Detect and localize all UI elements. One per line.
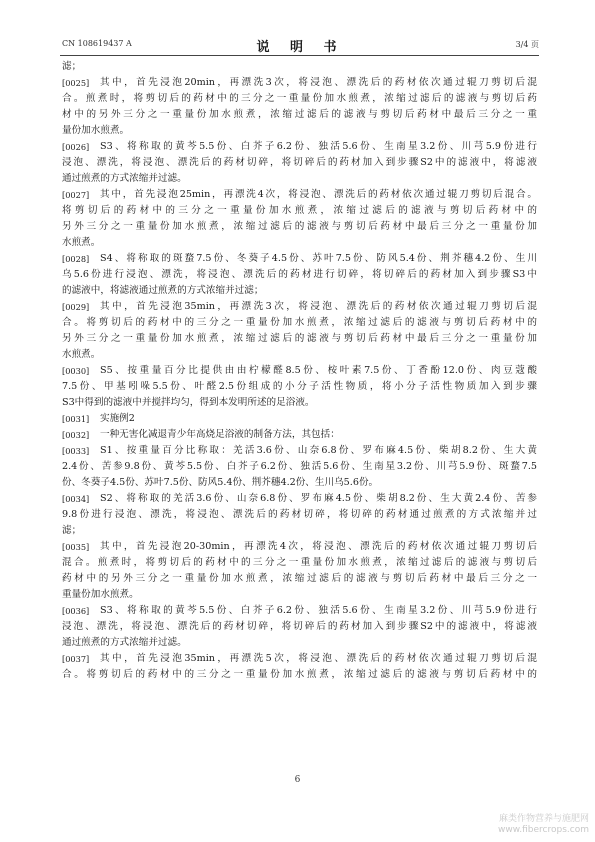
paragraph-first-line [62,139,537,155]
paragraph-first-line [62,363,537,379]
paragraph-text: S3、将称取的黄芩5.5份、白芥子6.2份、独活5.6份、生南星3.2份、川芎5.9份进行 [100,141,537,152]
text-line: 材中的另外三分之一重量份加水煎煮，浓缩过滤后的滤液与剪切后药材中最后三分之一重 [62,109,537,120]
paragraph-number: [0029] [62,302,90,312]
paragraph-text: 实施例2 [100,413,135,424]
paragraph-first-line [62,299,537,315]
paragraph-first-line [62,651,537,667]
paragraph-number: [0028] [62,254,90,264]
text-line: 另外三分之一重量份加水煎煮，浓缩过滤后的滤液与剪切后药材中最后三分之一重量份加 [62,333,537,344]
paragraph-number: [0037] [62,654,90,664]
paragraph-text: 其中，首先浸泡25min，再漂洗4次，将浸泡、漂洗后的药材依次通过辊刀剪切后混合。 [100,189,537,200]
text-line: 滤； [62,61,82,72]
paragraph-text: S5、按重量百分比提供由由柠檬醛8.5份、桉叶素7.5份、丁香酚12.0份、肉豆蔻酸 [100,365,537,376]
paragraph-number: [0027] [62,190,90,200]
paragraph-first-line [62,187,537,203]
paragraph-number: [0025] [62,78,90,88]
paragraph-number: [0032] [62,430,90,440]
paragraph-text: S3、将称取的黄芩5.5份、白芥子6.2份、独活5.6份、生南星3.2份、川芎5.9份进行 [100,605,537,616]
text-line: 滤； [62,525,82,536]
text-line: 9.8份进行浸泡、漂洗，将浸泡、漂洗后的药材切碎，将切碎的药材通过煎煮的方式浓缩并过 [62,509,537,520]
document-body [62,59,537,683]
document-title: 说 明 书 [256,40,345,55]
text-line: 浸泡、漂洗，将浸泡、漂洗后的药材切碎，将切碎后的药材加入到步骤S2中的滤液中，将滤液 [62,157,537,168]
page-count: 3/4 页 [515,40,539,49]
text-line: 7.5份、甲基吲哚5.5份、叶醛2.5份组成的小分子活性物质，将小分子活性物质加入到步骤 [62,381,537,392]
paragraph-number: [0026] [62,142,90,152]
paragraph-first-line [62,251,537,267]
paragraph-text: S2、将称取的羌活3.6份、山奈6.8份、罗布麻4.5份、柴胡8.2份、生大黄2.4份、苦参 [100,493,537,504]
text-line: 的滤液中，将滤液通过煎煮的方式浓缩并过滤； [62,285,264,296]
text-line: 水煎煮。 [62,237,101,248]
text-line: 量份加水煎煮。 [62,125,130,136]
paragraph-first-line [62,443,537,459]
text-line: 另外三分之一重量份加水煎煮，浓缩过滤后的滤液与剪切后药材中最后三分之一重量份加 [62,221,537,232]
text-line: S3中得到的滤液中并搅拌均匀，得到本发明所述的足浴液。 [62,397,315,408]
paragraph-number: [0031] [62,414,90,424]
paragraph-first-line [62,491,537,507]
paragraph-text: 其中，首先浸泡35min，再漂洗5次，将浸泡、漂洗后的药材依次通过辊刀剪切后混 [100,653,537,664]
site-watermark [498,814,589,836]
paragraph-number: [0033] [62,446,90,456]
text-line: 水煎煮。 [62,349,101,360]
paragraph-number: [0036] [62,606,90,616]
watermark-line-2: www.fibercrops.com [498,825,589,835]
watermark-line-1: 麻类作物营养与施肥网 [498,814,589,824]
paragraph-number: [0034] [62,494,90,504]
text-line: 2.4份、苦参9.8份、黄芩5.5份、白芥子6.2份、独活5.6份、生南星3.2份、川芎5.9份、斑蝥7.5 [62,461,537,472]
text-line: 药材中的另外三分之一重量份加水煎煮，浓缩过滤后的滤液与剪切后药材中最后三分之一 [62,573,537,584]
paragraph-text: 其中，首先浸泡35min，再漂洗3次，将浸泡、漂洗后的药材依次通过辊刀剪切后混 [100,301,537,312]
patent-number: CN 108619437 A [62,39,132,48]
text-line: 将剪切后的药材中的三分之一重量份加水煎煮，浓缩过滤后的滤液与剪切后药材中的 [62,205,537,216]
header-rule [60,55,539,56]
page-header [62,36,539,56]
paragraph-number: [0030] [62,366,90,376]
text-line: 乌5.6份进行浸泡、漂洗，将浸泡、漂洗后的药材进行切碎，将切碎后的药材加入到步骤S3中 [62,269,537,280]
page-number: 6 [294,775,301,785]
text-line: 重量份加水煎煮。 [62,589,139,600]
paragraph-text: 其中，首先浸泡20min，再漂洗3次，将浸泡、漂洗后的药材依次通过辊刀剪切后混 [100,77,537,88]
text-line: 合。煎煮时，将剪切后的药材中的三分之一重量份加水煎煮，浓缩过滤后的滤液与剪切后药 [62,93,537,104]
text-line: 通过煎煮的方式浓缩并过滤。 [62,173,187,184]
paragraph-first-line [62,603,537,619]
paragraph-first-line [62,539,537,555]
text-line: 混合。煎煮时，将剪切后的药材中的三分之一重量份加水煎煮，浓缩过滤后的滤液与剪切后 [62,557,537,568]
text-line: 合。将剪切后的药材中的三分之一重量份加水煎煮，浓缩过滤后的滤液与剪切后药材中的 [62,669,537,680]
paragraph-first-line [62,411,537,427]
text-line: 份、冬葵子4.5份、苏叶7.5份、防风5.4份、荆芥穗4.2份、生川乌5.6份。 [62,477,379,488]
paragraph-text: S1、按重量百分比称取：羌活3.6份、山奈6.8份、罗布麻4.5份、柴胡8.2份、生大黄 [100,445,537,456]
paragraph-text: 其中，首先浸泡20-30min，再漂洗4次，将浸泡、漂洗后的药材依次通过辊刀剪切后 [100,541,537,552]
text-line: 通过煎煮的方式浓缩并过滤。 [62,637,187,648]
paragraph-number: [0035] [62,542,90,552]
paragraph-first-line [62,427,537,443]
paragraph-text: S4、将称取的斑蝥7.5份、冬葵子4.5份、苏叶7.5份、防风5.4份、荆芥穗4.2份、生川 [100,253,537,264]
paragraph-first-line [62,75,537,91]
text-line: 合。将剪切后的药材中的三分之一重量份加水煎煮，浓缩过滤后的滤液与剪切后药材中的 [62,317,537,328]
paragraph-text: 一种无害化减退青少年高烧足浴液的制备方法，其包括： [100,429,340,440]
text-line: 浸泡、漂洗，将浸泡、漂洗后的药材切碎，将切碎后的药材加入到步骤S2中的滤液中，将滤液 [62,621,537,632]
